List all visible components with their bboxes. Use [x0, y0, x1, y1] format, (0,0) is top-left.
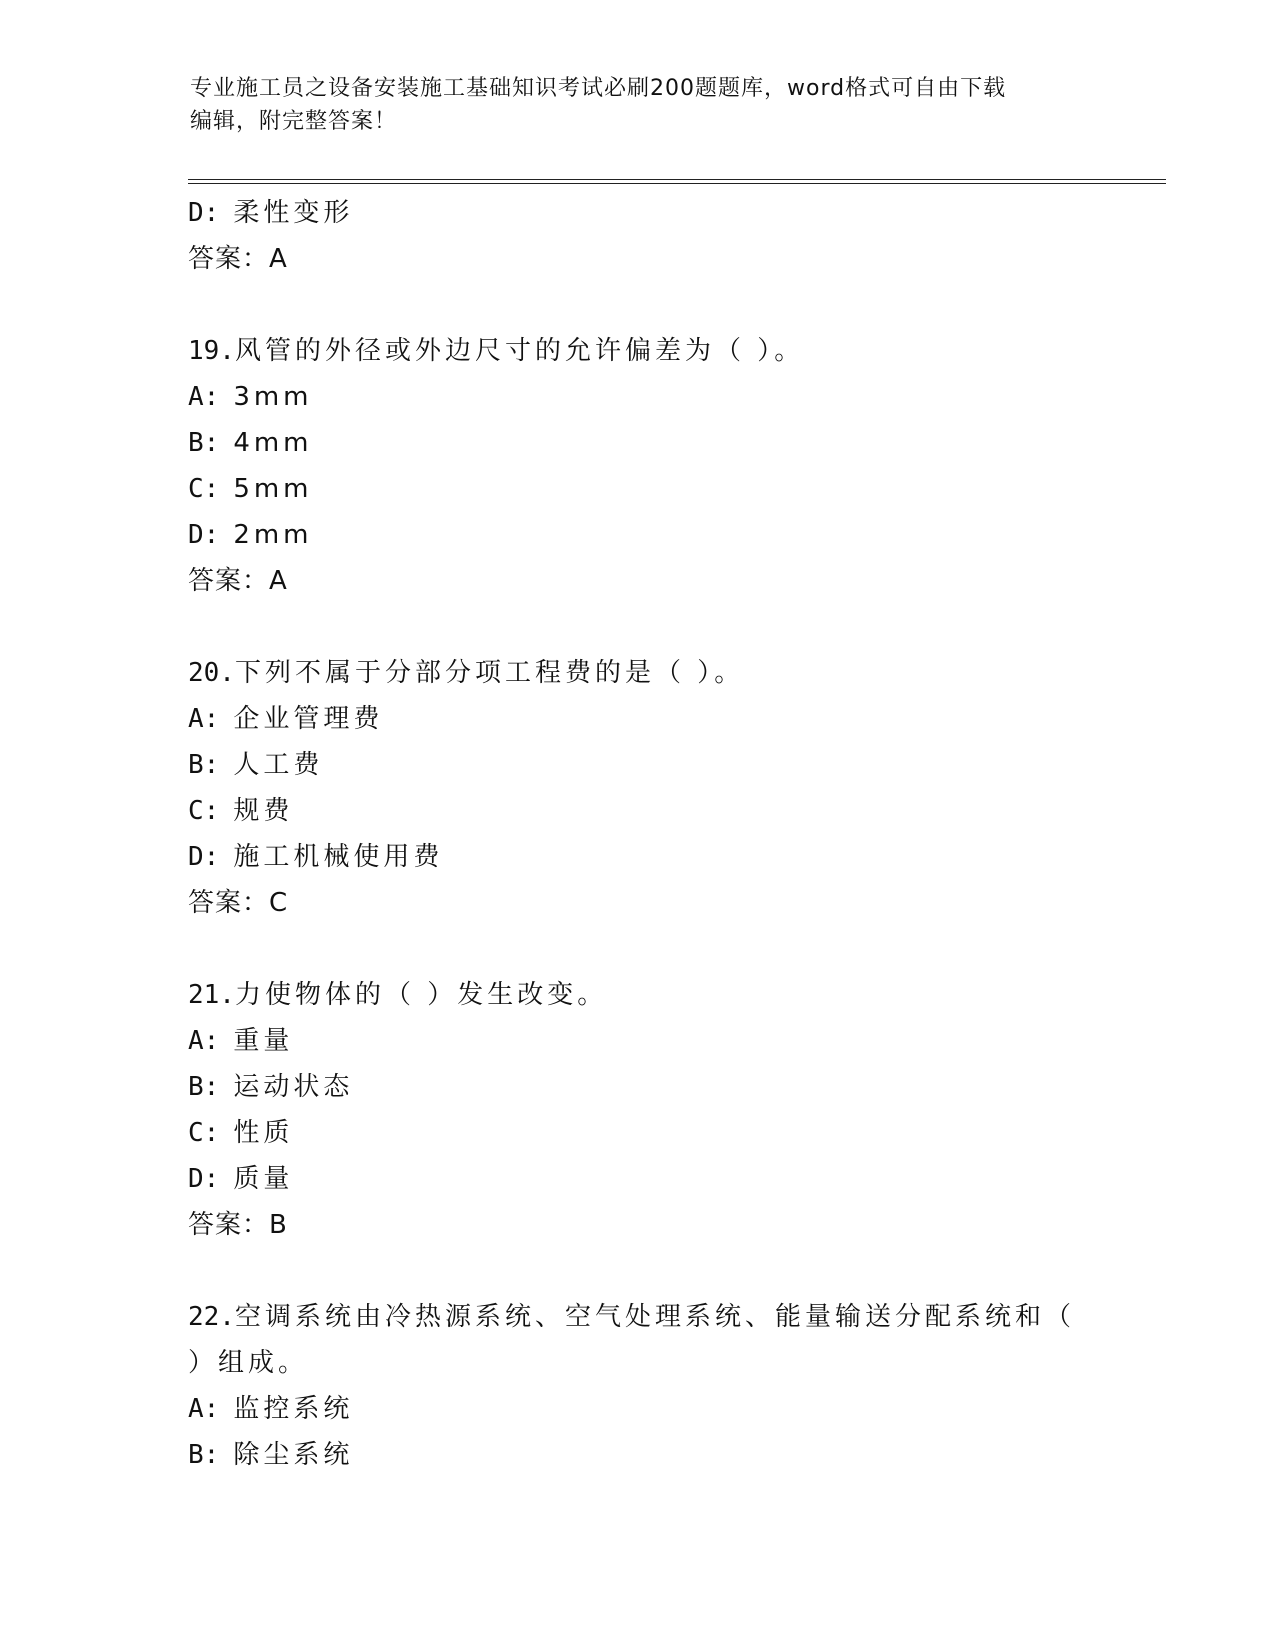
option-text: 规费: [233, 796, 294, 826]
option-text: 性质: [233, 1118, 294, 1148]
option-text: 重量: [233, 1026, 294, 1056]
answer-19: 答案：A: [188, 566, 288, 596]
question-text: 力使物体的（ ）发生改变。: [234, 980, 608, 1010]
question-number: 21.: [188, 980, 235, 1010]
option-text: 施工机械使用费: [233, 842, 444, 872]
option-letter: C:: [188, 474, 220, 504]
question-text-line-2: ）组成。: [188, 1348, 309, 1378]
option-text: 监控系统: [233, 1394, 354, 1424]
answer-20: 答案：C: [188, 888, 289, 918]
option-a: [188, 1018, 1148, 1064]
option-a: [188, 696, 1148, 742]
option-letter: A:: [188, 382, 220, 412]
question-22-continued: [188, 1340, 1148, 1386]
question-list: [188, 190, 1148, 1478]
option-letter: C:: [188, 796, 220, 826]
option-letter: B:: [188, 750, 220, 780]
spacer: [188, 604, 1148, 650]
spacer: [188, 282, 1148, 328]
question-text-line-1: 空调系统由冷热源系统、空气处理系统、能量输送分配系统和（: [234, 1302, 1075, 1332]
header-divider-top: [188, 179, 1166, 180]
question-21: [188, 972, 1148, 1018]
spacer: [188, 1248, 1148, 1294]
option-b: [188, 1064, 1148, 1110]
option-text: 人工费: [233, 750, 324, 780]
spacer: [188, 926, 1148, 972]
option-c: [188, 788, 1148, 834]
answer-prev: 答案：A: [188, 244, 288, 274]
question-number: 20.: [188, 658, 235, 688]
question-text: 风管的外径或外边尺寸的允许偏差为（ ）。: [234, 336, 805, 366]
option-text: 5mm: [233, 474, 313, 504]
option-text: 除尘系统: [233, 1440, 354, 1470]
option-d: [188, 512, 1148, 558]
option-letter: D:: [188, 198, 220, 228]
option-letter: A:: [188, 1394, 220, 1424]
option-text: 柔性变形: [233, 198, 354, 228]
option-c: [188, 1110, 1148, 1156]
question-text: 下列不属于分部分项工程费的是（ ）。: [234, 658, 745, 688]
option-letter: A:: [188, 1026, 220, 1056]
question-number: 19.: [188, 336, 235, 366]
page-header: [190, 72, 1090, 138]
option-d: [188, 834, 1148, 880]
question-19: [188, 328, 1148, 374]
option-c: [188, 466, 1148, 512]
question-20: [188, 650, 1148, 696]
option-letter: B:: [188, 1072, 220, 1102]
option-letter: C:: [188, 1118, 220, 1148]
option-letter: B:: [188, 428, 220, 458]
option-text: 运动状态: [233, 1072, 354, 1102]
option-a: [188, 1386, 1148, 1432]
option-text: 4mm: [233, 428, 313, 458]
header-divider-bottom: [188, 183, 1166, 184]
header-title-line-1: 专业施工员之设备安装施工基础知识考试必刷200题题库，word格式可自由下载: [190, 76, 1007, 101]
option-b: [188, 1432, 1148, 1478]
option-b: [188, 742, 1148, 788]
question-number: 22.: [188, 1302, 235, 1332]
option-b: [188, 420, 1148, 466]
option-text: 质量: [233, 1164, 294, 1194]
option-letter: D:: [188, 520, 220, 550]
option-text: 2mm: [233, 520, 313, 550]
option-text: 3mm: [233, 382, 313, 412]
question-22: [188, 1294, 1148, 1340]
option-a: [188, 374, 1148, 420]
answer-21: 答案：B: [188, 1210, 288, 1240]
header-title-line-2: 编辑，附完整答案！: [190, 109, 398, 134]
option-letter: B:: [188, 1440, 220, 1470]
option-letter: D:: [188, 842, 220, 872]
option-d-prev: [188, 190, 1148, 236]
option-text: 企业管理费: [233, 704, 384, 734]
option-letter: A:: [188, 704, 220, 734]
option-letter: D:: [188, 1164, 220, 1194]
option-d: [188, 1156, 1148, 1202]
